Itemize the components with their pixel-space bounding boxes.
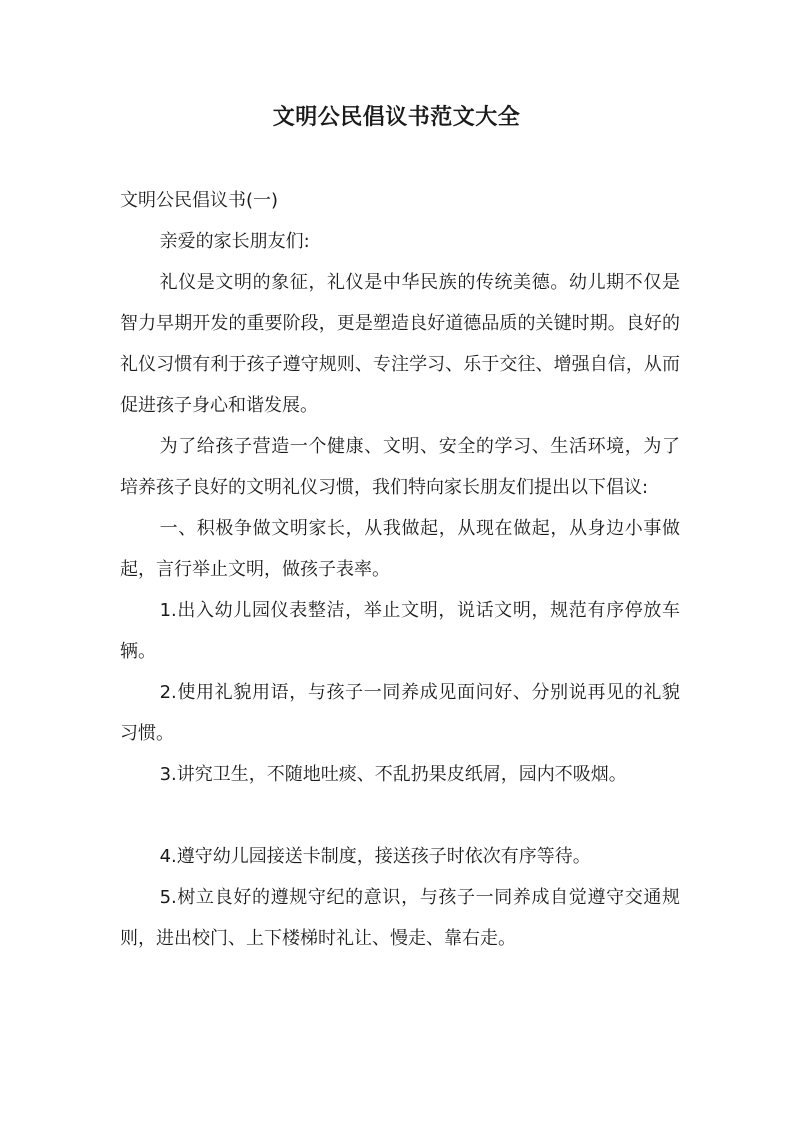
list-item: 1.出入幼儿园仪表整洁，举止文明，说话文明，规范有序停放车辆。 xyxy=(120,600,680,662)
list-item: 5.树立良好的遵规守纪的意识，与孩子一同养成自觉遵守交通规则，进出校门、上下楼梯时礼让、慢走、靠右走。 xyxy=(120,887,680,949)
document-title: 文明公民倡议书范文大全 xyxy=(272,105,521,130)
paragraph: 一、积极争做文明家长，从我做起，从现在做起，从身边小事做起，言行举止文明，做孩子表率。 xyxy=(120,518,680,580)
list-item: 4.遵守幼儿园接送卡制度，接送孩子时依次有序等待。 xyxy=(159,846,591,867)
list-item: 2.使用礼貌用语，与孩子一同养成见面问好、分别说再见的礼貌习惯。 xyxy=(120,682,680,744)
paragraph: 为了给孩子营造一个健康、文明、安全的学习、生活环境，为了培养孩子良好的文明礼仪习惯，我们特向家长朋友们提出以下倡议: xyxy=(120,436,680,498)
salutation: 亲爱的家长朋友们: xyxy=(159,231,310,252)
list-item: 3.讲究卫生，不随地吐痰、不乱扔果皮纸屑，园内不吸烟。 xyxy=(159,764,627,785)
document-body xyxy=(120,180,680,959)
section-heading: 文明公民倡议书(一) xyxy=(120,190,279,211)
paragraph: 礼仪是文明的象征，礼仪是中华民族的传统美德。幼儿期不仅是智力早期开发的重要阶段，更是塑造良好道德品质的关键时期。良好的礼仪习惯有利于孩子遵守规则、专注学习、乐于交往、增强自信，从而促进孩子身心和谐发展。 xyxy=(120,272,680,416)
